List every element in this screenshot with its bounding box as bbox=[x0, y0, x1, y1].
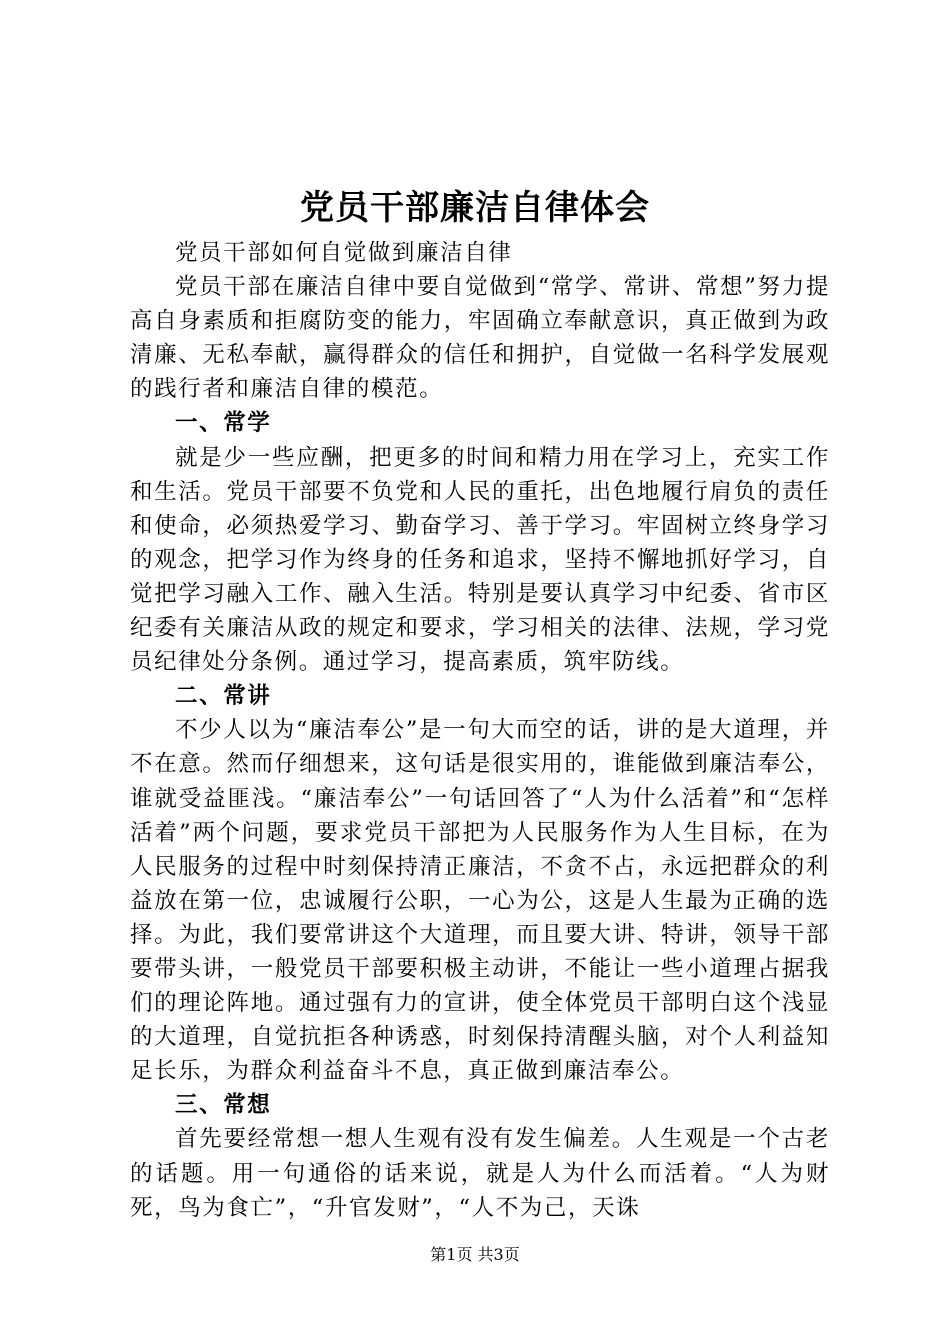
section-heading-study: 一、常学 bbox=[175, 410, 272, 437]
intro-paragraph: 党员干部在廉洁自律中要自觉做到“常学、常讲、常想”努力提高自身素质和拒腐防变的能力，牢固确立奉献意识，真正做到为政清廉、无私奉献，赢得群众的信任和拥护，自觉做一名科学发展观的践行者和廉洁自律的模范。 bbox=[130, 274, 830, 403]
document-title: 党员干部廉洁自律体会 bbox=[300, 188, 650, 228]
section-text-think: 首先要经常想一想人生观有没有发生偏差。人生观是一个古老的话题。用一句通俗的话来说，就是人为什么而活着。“人为财死，鸟为食亡”，“升官发财”，“人不为己，天诛 bbox=[130, 1126, 830, 1221]
section-text-study: 就是少一些应酬，把更多的时间和精力用在学习上，充实工作和生活。党员干部要不负党和人民的重托，出色地履行肩负的责任和使命，必须热爱学习、勤奋学习、善于学习。牢固树立终身学习的观念，把学习作为终身的任务和追求，坚持不懈地抓好学习，自觉把学习融入工作、融入生活。特别是要认真学习中纪委、省市区纪委有关廉洁从政的规定和要求，学习相关的法律、法规，学习党员纪律处分条例。通过学习，提高素质，筑牢防线。 bbox=[130, 444, 830, 676]
subtitle-paragraph: 党员干部如何自觉做到廉洁自律 bbox=[175, 240, 513, 266]
section-heading-think: 三、常想 bbox=[175, 1092, 272, 1119]
document-body bbox=[130, 236, 830, 1225]
section-text-speak: 不少人以为“廉洁奉公”是一句大而空的话，讲的是大道理，并不在意。然而仔细想来，这句话是很实用的，谁能做到廉洁奉公，谁就受益匪浅。“廉洁奉公”一句话回答了“人为什么活着”和“怎样活着”两个问题，要求党员干部把为人民服务作为人生目标，在为人民服务的过程中时刻保持清正廉洁，不贪不占，永远把群众的利益放在第一位，忠诚履行公职，一心为公，这是人生最为正确的选择。为此，我们要常讲这个大道理，而且要大讲、特讲，领导干部要带头讲，一般党员干部要积极主动讲，不能让一些小道理占据我们的理论阵地。通过强有力的宣讲，使全体党员干部明白这个浅显的大道理，自觉抗拒各种诱惑，时刻保持清醒头脑，对个人利益知足长乐，为群众利益奋斗不息，真正做到廉洁奉公。 bbox=[130, 717, 830, 1085]
page-footer: 第1页 共3页 bbox=[430, 1245, 520, 1264]
section-heading-speak: 二、常讲 bbox=[175, 683, 272, 710]
